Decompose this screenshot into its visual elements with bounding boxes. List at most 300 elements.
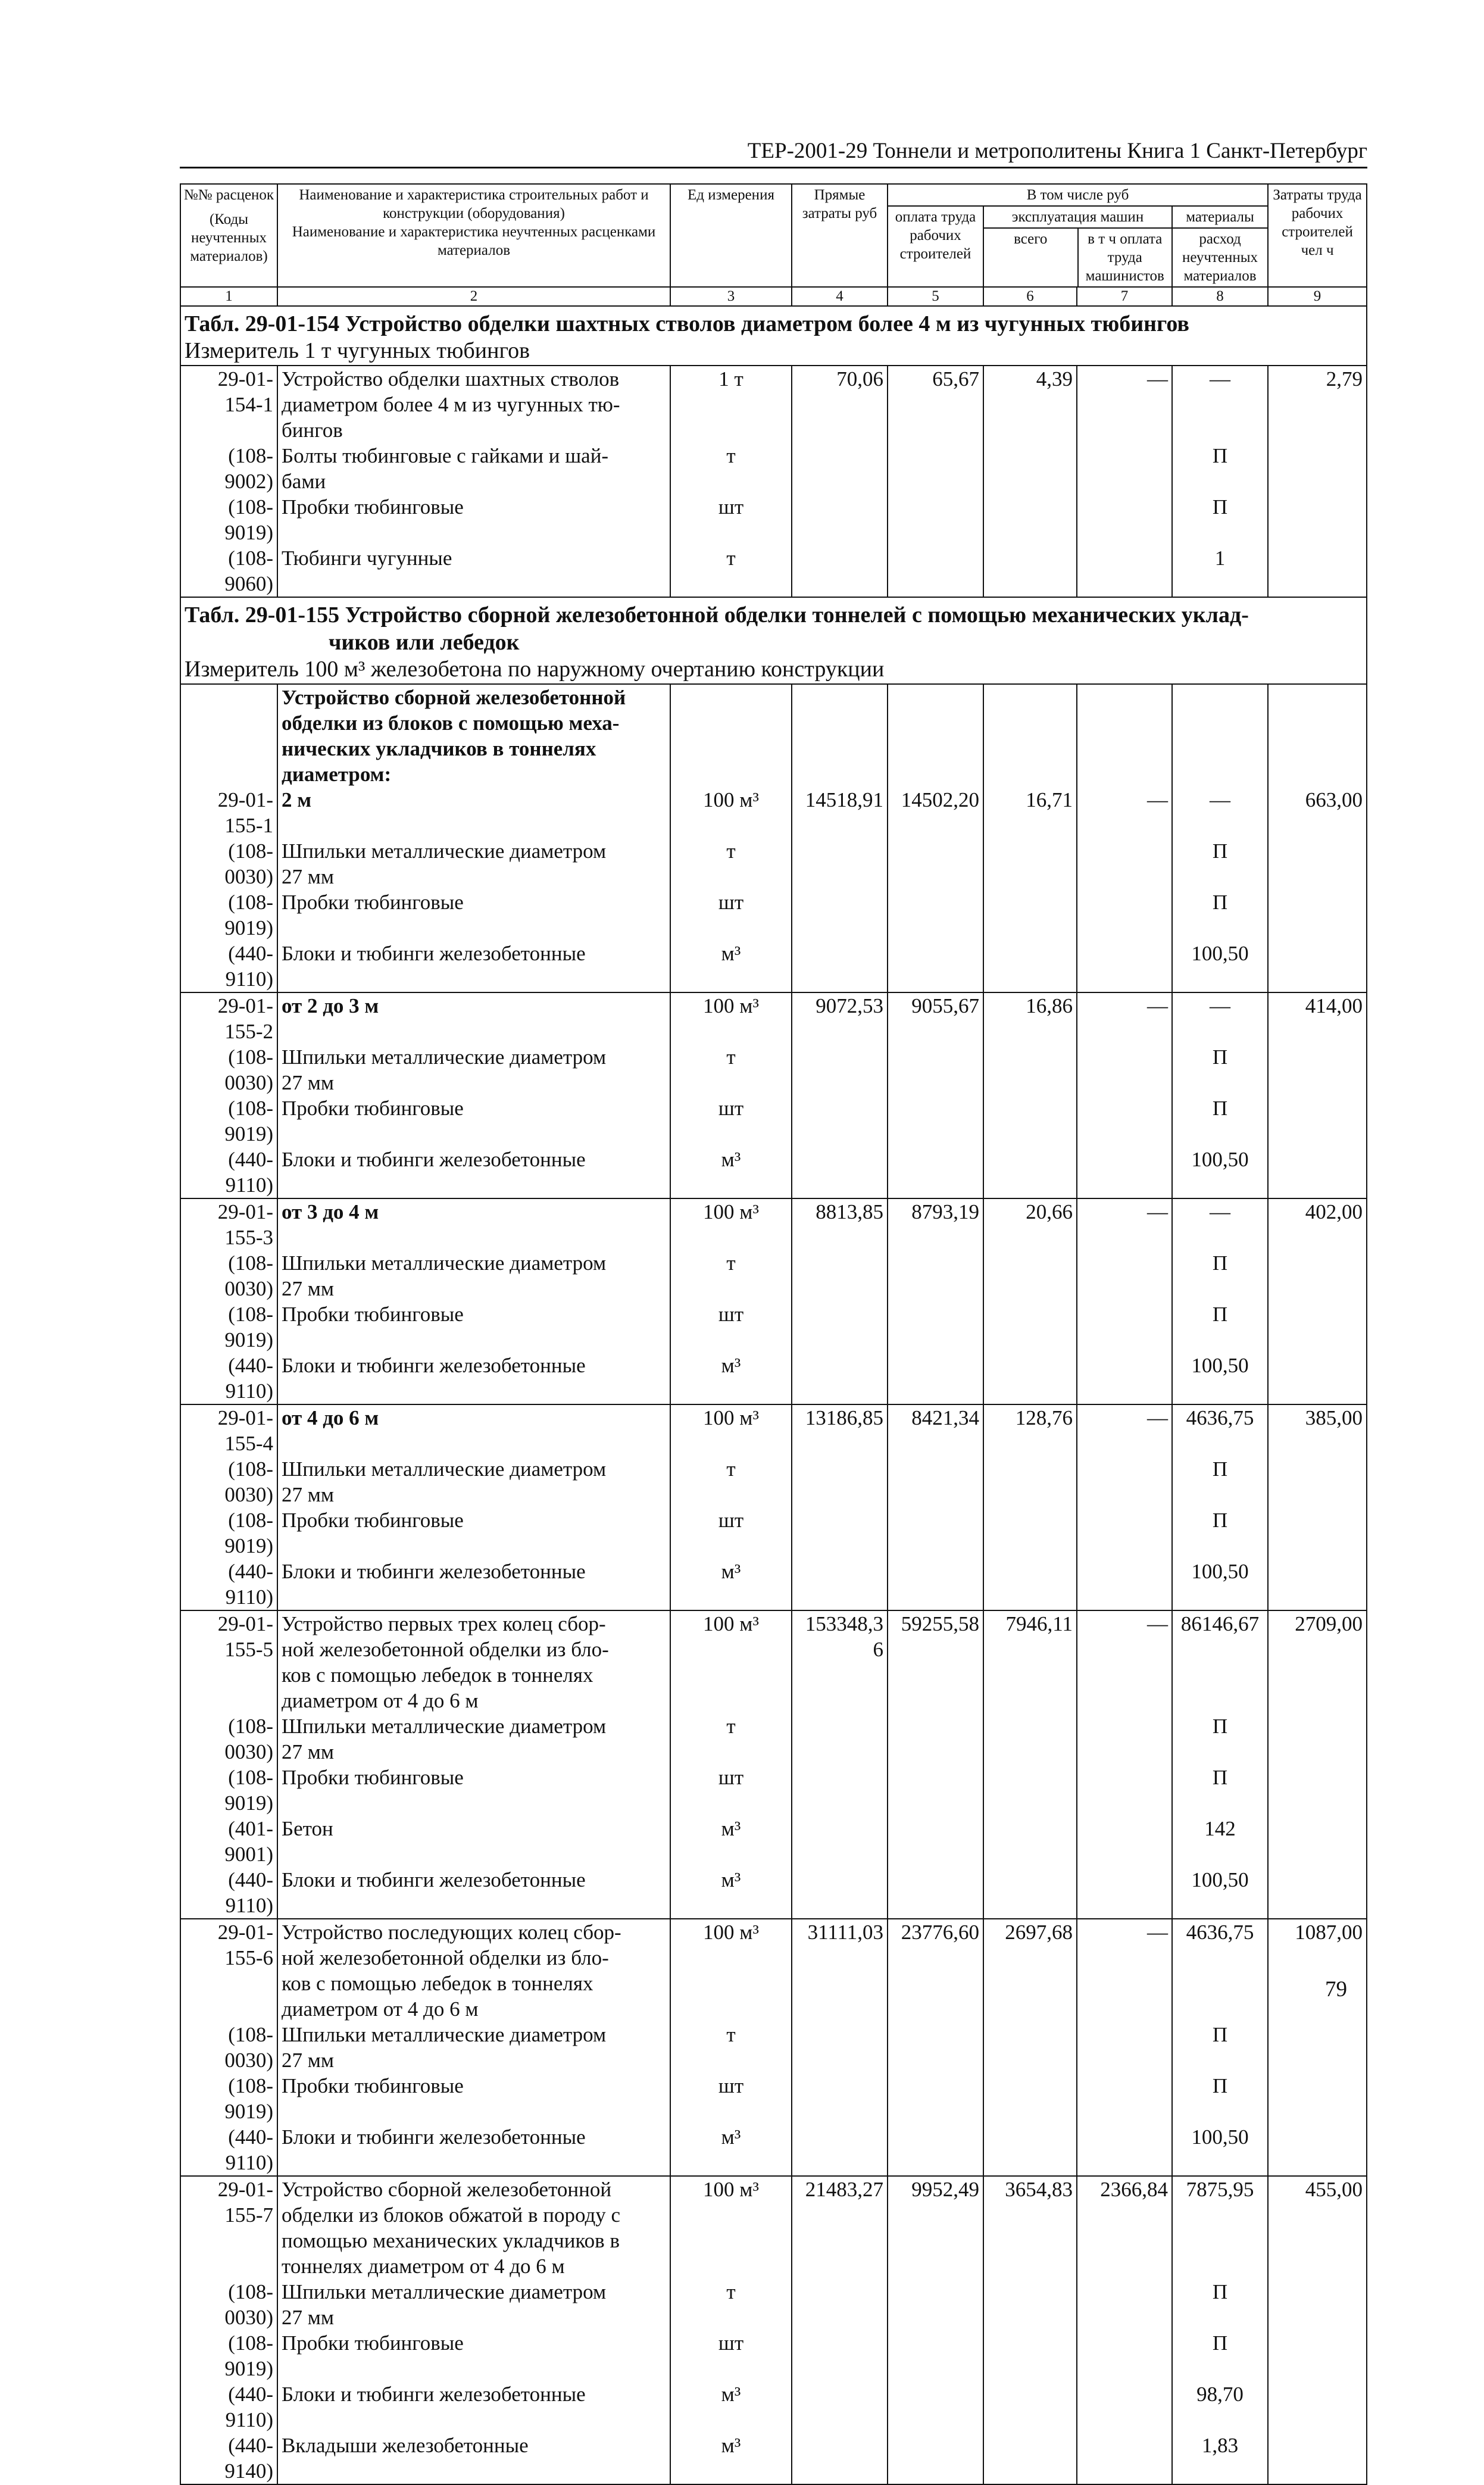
rate-code-cell: (401-9001) xyxy=(180,1816,277,1867)
section-154-title: Табл. 29-01-154 Устройство обделки шахтных стволов диаметром более 4 м из чугунных тюбингов xyxy=(185,311,1189,336)
material-row xyxy=(180,1456,1367,1507)
worker-pay-cell xyxy=(888,1559,983,1610)
worker-pay-cell: 8793,19 xyxy=(888,1198,983,1250)
machinist-pay-cell xyxy=(1077,1353,1172,1404)
rate-code-cell: (108-0030) xyxy=(180,1713,277,1765)
machine-total-cell xyxy=(983,494,1077,545)
materials-cell: 7875,95 xyxy=(1172,2176,1268,2279)
item-name-line: бами xyxy=(282,470,326,493)
machinist-pay-cell xyxy=(1077,941,1172,992)
worker-pay-cell xyxy=(888,2330,983,2381)
rate-code-cell: (440-9110) xyxy=(180,941,277,992)
materials-cell: П xyxy=(1172,494,1268,545)
column-number: 7 xyxy=(1077,287,1172,306)
labor-hours-cell xyxy=(1268,1353,1367,1404)
item-name-cell xyxy=(277,1713,670,1765)
unit-cell: м³ xyxy=(670,2381,792,2433)
worker-pay-cell xyxy=(888,1507,983,1559)
header-labor: Затраты труда рабочих строителей чел ч xyxy=(1268,184,1367,287)
machine-total-cell xyxy=(983,2124,1077,2176)
materials-cell: П xyxy=(1172,2022,1268,2073)
rate-code-cell: (440-9110) xyxy=(180,1353,277,1404)
item-name-cell xyxy=(277,1507,670,1559)
item-name-cell xyxy=(277,1610,670,1713)
item-name-line: Блоки и тюбинги железобетонные xyxy=(282,942,586,965)
item-name-line: диаметром от 4 до 6 м xyxy=(282,1997,479,2021)
direct-costs-cell xyxy=(792,2022,888,2073)
item-name-line: Шпильки металлические диаметром xyxy=(282,1045,607,1069)
machinist-pay-cell xyxy=(1077,2022,1172,2073)
worker-pay-cell xyxy=(888,1147,983,1198)
rates-table xyxy=(180,183,1367,2485)
item-name-cell xyxy=(277,1147,670,1198)
material-row xyxy=(180,1867,1367,1919)
machine-total-cell: 2697,68 xyxy=(983,1919,1077,2022)
materials-cell: — xyxy=(1172,787,1268,838)
machine-total-cell xyxy=(983,1713,1077,1765)
item-name-cell xyxy=(277,1198,670,1250)
item-name-line: тоннелях диаметром от 4 до 6 м xyxy=(282,2255,565,2278)
column-number: 5 xyxy=(888,287,983,306)
materials-cell: 100,50 xyxy=(1172,941,1268,992)
worker-pay-cell xyxy=(888,494,983,545)
direct-costs-cell: 153348,3 6 xyxy=(792,1610,888,1713)
direct-costs-cell xyxy=(792,1816,888,1867)
table-header-row-1 xyxy=(180,184,1367,206)
rate-code-cell: (440-9110) xyxy=(180,1147,277,1198)
unit-cell: 100 м³ xyxy=(670,787,792,838)
labor-hours-cell xyxy=(1268,941,1367,992)
labor-hours-cell xyxy=(1268,1867,1367,1919)
machine-total-cell: 16,71 xyxy=(983,787,1077,838)
item-name-line: Блоки и тюбинги железобетонные xyxy=(282,1560,586,1583)
worker-pay-cell xyxy=(888,684,983,787)
machine-total-cell xyxy=(983,2381,1077,2433)
item-name-cell xyxy=(277,1353,670,1404)
machinist-pay-cell xyxy=(1077,494,1172,545)
labor-hours-cell xyxy=(1268,1816,1367,1867)
labor-hours-cell xyxy=(1268,1765,1367,1816)
item-name-cell xyxy=(277,1559,670,1610)
item-name-cell xyxy=(277,366,670,443)
item-name-line: Пробки тюбинговые xyxy=(282,1509,464,1532)
item-name-cell xyxy=(277,1456,670,1507)
item-name-cell xyxy=(277,2176,670,2279)
item-name-line: Шпильки металлические диаметром xyxy=(282,2280,607,2303)
materials-cell: 4636,75 xyxy=(1172,1404,1268,1456)
material-row xyxy=(180,1095,1367,1147)
item-name-line: Блоки и тюбинги железобетонные xyxy=(282,2125,586,2149)
material-row xyxy=(180,1713,1367,1765)
labor-hours-cell: 663,00 xyxy=(1268,787,1367,838)
column-number: 4 xyxy=(792,287,888,306)
worker-pay-cell xyxy=(888,1301,983,1353)
materials-cell: П xyxy=(1172,1044,1268,1095)
labor-hours-cell xyxy=(1268,1301,1367,1353)
item-name-line: от 2 до 3 м xyxy=(282,994,379,1017)
header-direct-costs: Прямые затраты руб xyxy=(792,184,888,287)
item-name-cell xyxy=(277,545,670,597)
item-name-line: Шпильки металлические диаметром xyxy=(282,1715,607,1738)
machinist-pay-cell xyxy=(1077,545,1172,597)
materials-cell: П xyxy=(1172,889,1268,941)
rate-code-cell: (108-0030) xyxy=(180,1456,277,1507)
rate-code-cell: (108-0030) xyxy=(180,838,277,889)
rate-row xyxy=(180,992,1367,1044)
rate-code-cell: (108-9019) xyxy=(180,889,277,941)
machine-total-cell xyxy=(983,1456,1077,1507)
direct-costs-cell: 8813,85 xyxy=(792,1198,888,1250)
unit-cell: 100 м³ xyxy=(670,1610,792,1713)
direct-costs-cell xyxy=(792,889,888,941)
item-name-line: от 4 до 6 м xyxy=(282,1406,379,1429)
unit-cell: шт xyxy=(670,1765,792,1816)
direct-costs-cell xyxy=(792,1044,888,1095)
materials-cell: П xyxy=(1172,2279,1268,2330)
labor-hours-cell xyxy=(1268,1507,1367,1559)
machine-total-cell xyxy=(983,1867,1077,1919)
item-name-cell xyxy=(277,787,670,838)
materials-cell: 142 xyxy=(1172,1816,1268,1867)
item-name-cell xyxy=(277,443,670,494)
direct-costs-cell xyxy=(792,1713,888,1765)
rate-code-cell: (108-9060) xyxy=(180,545,277,597)
unit-cell: м³ xyxy=(670,1816,792,1867)
direct-costs-cell: 14518,91 xyxy=(792,787,888,838)
rate-code-cell: (108-9019) xyxy=(180,1301,277,1353)
item-name-line: 2 м xyxy=(282,788,312,811)
machine-total-cell xyxy=(983,1147,1077,1198)
materials-cell: 100,50 xyxy=(1172,1559,1268,1610)
unit-cell: 100 м³ xyxy=(670,1919,792,2022)
direct-costs-cell xyxy=(792,545,888,597)
rate-row xyxy=(180,1919,1367,2022)
machinist-pay-cell xyxy=(1077,443,1172,494)
machine-total-cell xyxy=(983,2330,1077,2381)
direct-costs-cell: 70,06 xyxy=(792,366,888,443)
labor-hours-cell xyxy=(1268,2433,1367,2484)
materials-cell: — xyxy=(1172,992,1268,1044)
item-name-cell xyxy=(277,2073,670,2124)
direct-costs-cell xyxy=(792,1095,888,1147)
machinist-pay-cell: — xyxy=(1077,1404,1172,1456)
direct-costs-cell: 31111,03 xyxy=(792,1919,888,2022)
material-row xyxy=(180,1301,1367,1353)
column-number: 6 xyxy=(983,287,1077,306)
labor-hours-cell xyxy=(1268,2330,1367,2381)
header-machinist-pay: в т ч оплата труда машинистов xyxy=(1085,231,1164,284)
machine-total-cell xyxy=(983,941,1077,992)
rate-code-cell: 29-01-155-7 xyxy=(180,2176,277,2279)
machine-total-cell xyxy=(983,545,1077,597)
worker-pay-cell: 65,67 xyxy=(888,366,983,443)
running-header: ТЕР-2001-29 Тоннели и метрополитены Книга 1 Санкт-Петербург xyxy=(747,139,1367,163)
machine-total-cell: 16,86 xyxy=(983,992,1077,1044)
worker-pay-cell xyxy=(888,545,983,597)
direct-costs-cell xyxy=(792,2279,888,2330)
unit-cell: т xyxy=(670,1250,792,1301)
item-name-line: Пробки тюбинговые xyxy=(282,891,464,914)
machinist-pay-cell xyxy=(1077,684,1172,787)
header-work-name-label: Наименование и характеристика строительных работ и конструкции (оборудования) xyxy=(299,187,649,221)
item-name-cell xyxy=(277,2381,670,2433)
machine-total-cell xyxy=(983,1507,1077,1559)
item-name-line: Пробки тюбинговые xyxy=(282,1766,464,1789)
machinist-pay-cell xyxy=(1077,1816,1172,1867)
rate-code-cell: (108-0030) xyxy=(180,2022,277,2073)
header-materials xyxy=(1172,206,1268,287)
direct-costs-cell xyxy=(792,2381,888,2433)
section-154-header xyxy=(180,306,1367,366)
direct-costs-cell xyxy=(792,2073,888,2124)
item-name-line: 27 мм xyxy=(282,1740,335,1763)
column-number: 1 xyxy=(180,287,277,306)
column-number: 3 xyxy=(670,287,792,306)
worker-pay-cell: 14502,20 xyxy=(888,787,983,838)
materials-cell: П xyxy=(1172,1301,1268,1353)
item-name-line: Пробки тюбинговые xyxy=(282,2331,464,2355)
direct-costs-cell xyxy=(792,1147,888,1198)
direct-costs-cell xyxy=(792,1353,888,1404)
material-row xyxy=(180,1044,1367,1095)
unit-cell: м³ xyxy=(670,1559,792,1610)
item-name-line: Устройство первых трех колец сбор- xyxy=(282,1612,606,1635)
item-name-line: диаметром более 4 м из чугунных тю- xyxy=(282,393,620,416)
labor-hours-cell: 455,00 xyxy=(1268,2176,1367,2279)
machine-total-cell: 3654,83 xyxy=(983,2176,1077,2279)
unit-cell: м³ xyxy=(670,1353,792,1404)
rate-code-cell: (108-0030) xyxy=(180,1044,277,1095)
rate-row xyxy=(180,1404,1367,1456)
direct-costs-cell: 13186,85 xyxy=(792,1404,888,1456)
rate-code-cell: (440-9110) xyxy=(180,1559,277,1610)
worker-pay-cell: 59255,58 xyxy=(888,1610,983,1713)
worker-pay-cell: 9952,49 xyxy=(888,2176,983,2279)
direct-costs-cell: 9072,53 xyxy=(792,992,888,1044)
machine-total-cell xyxy=(983,2022,1077,2073)
machinist-pay-cell xyxy=(1077,1867,1172,1919)
material-row xyxy=(180,1816,1367,1867)
machinist-pay-cell xyxy=(1077,1044,1172,1095)
worker-pay-cell xyxy=(888,1816,983,1867)
header-including: В том числе руб xyxy=(888,184,1268,206)
unit-cell: т xyxy=(670,1713,792,1765)
section-155-title xyxy=(185,601,1363,656)
item-name-line: 27 мм xyxy=(282,1277,335,1300)
item-name-line: ков с помощью лебедок в тоннелях xyxy=(282,1663,593,1687)
column-number: 9 xyxy=(1268,287,1367,306)
item-name-line: Блоки и тюбинги железобетонные xyxy=(282,1868,586,1891)
header-machine-operation-label: эксплуатация машин xyxy=(984,207,1171,229)
material-row xyxy=(180,1250,1367,1301)
machinist-pay-cell xyxy=(1077,2433,1172,2484)
direct-costs-cell xyxy=(792,838,888,889)
column-numbers-row xyxy=(180,287,1367,306)
header-worker-pay: оплата труда рабочих строителей xyxy=(888,206,983,287)
machinist-pay-cell xyxy=(1077,2330,1172,2381)
material-row xyxy=(180,2381,1367,2433)
header-unaccounted-materials: расход неучтенных материалов xyxy=(1182,231,1258,284)
worker-pay-cell xyxy=(888,2381,983,2433)
material-row xyxy=(180,2433,1367,2484)
machinist-pay-cell xyxy=(1077,889,1172,941)
materials-cell: П xyxy=(1172,443,1268,494)
item-name-line: Пробки тюбинговые xyxy=(282,2074,464,2097)
direct-costs-cell xyxy=(792,1301,888,1353)
item-name-line: обделки из блоков с помощью меха- xyxy=(282,711,620,735)
item-name-cell xyxy=(277,941,670,992)
item-name-line: ков с помощью лебедок в тоннелях xyxy=(282,1972,593,1995)
rate-code-cell: (108-9019) xyxy=(180,2330,277,2381)
section-155-title-line-1: Табл. 29-01-155 Устройство сборной железобетонной обделки тоннелей с помощью механических уклад- xyxy=(185,602,1249,628)
materials-cell: 100,50 xyxy=(1172,1867,1268,1919)
rate-code-cell: (108-9019) xyxy=(180,1507,277,1559)
worker-pay-cell xyxy=(888,1044,983,1095)
worker-pay-cell xyxy=(888,1713,983,1765)
unit-cell: м³ xyxy=(670,2433,792,2484)
item-name-line: Бетон xyxy=(282,1817,333,1840)
labor-hours-cell xyxy=(1268,2381,1367,2433)
direct-costs-cell xyxy=(792,684,888,787)
item-name-line: Устройство сборной железобетонной xyxy=(282,2178,612,2201)
unit-cell: шт xyxy=(670,1301,792,1353)
header-unit: Ед измерения xyxy=(670,184,792,287)
machine-total-cell xyxy=(983,2433,1077,2484)
unit-cell: м³ xyxy=(670,941,792,992)
machine-total-cell xyxy=(983,1353,1077,1404)
item-name-cell xyxy=(277,684,670,787)
machinist-pay-cell xyxy=(1077,2124,1172,2176)
labor-hours-cell xyxy=(1268,838,1367,889)
section-154-cell xyxy=(180,306,1367,366)
rate-code-cell: (108-9019) xyxy=(180,2073,277,2124)
header-materials-label: материалы xyxy=(1173,207,1267,229)
direct-costs-cell xyxy=(792,2433,888,2484)
machine-total-cell xyxy=(983,1301,1077,1353)
materials-cell: 1 xyxy=(1172,545,1268,597)
direct-costs-cell xyxy=(792,494,888,545)
machinist-pay-cell: 2366,84 xyxy=(1077,2176,1172,2279)
item-name-cell xyxy=(277,2124,670,2176)
machine-total-cell xyxy=(983,2279,1077,2330)
machinist-pay-cell xyxy=(1077,1713,1172,1765)
worker-pay-cell xyxy=(888,1353,983,1404)
materials-cell: — xyxy=(1172,366,1268,443)
item-name-cell xyxy=(277,1404,670,1456)
material-row xyxy=(180,545,1367,597)
direct-costs-cell xyxy=(792,941,888,992)
direct-costs-cell xyxy=(792,1456,888,1507)
item-name-line: Шпильки металлические диаметром xyxy=(282,2023,607,2046)
worker-pay-cell xyxy=(888,2433,983,2484)
material-row xyxy=(180,1353,1367,1404)
machinist-pay-cell xyxy=(1077,1301,1172,1353)
section-155-measure: Измеритель 100 м³ железобетона по наружному очертанию конструкции xyxy=(185,657,885,682)
rate-row xyxy=(180,1198,1367,1250)
unit-cell: т xyxy=(670,2022,792,2073)
material-row xyxy=(180,2279,1367,2330)
item-name-line: Устройство сборной железобетонной xyxy=(282,686,626,709)
header-material-name-label: Наименование и характеристика неучтенных расценками материалов xyxy=(292,224,656,258)
item-name-line: Устройство обделки шахтных стволов xyxy=(282,367,620,391)
rate-code-cell: (108-0030) xyxy=(180,1250,277,1301)
rate-code-cell: 29-01-155-4 xyxy=(180,1404,277,1456)
rate-row xyxy=(180,366,1367,443)
machinist-pay-cell: — xyxy=(1077,787,1172,838)
unit-cell: 100 м³ xyxy=(670,2176,792,2279)
materials-cell: П xyxy=(1172,2073,1268,2124)
unit-cell: 100 м³ xyxy=(670,1404,792,1456)
item-name-cell xyxy=(277,2433,670,2484)
item-name-line: нических укладчиков в тоннелях xyxy=(282,737,596,760)
item-name-line: 27 мм xyxy=(282,1071,335,1094)
header-machine-operation xyxy=(983,206,1172,287)
header-rule xyxy=(180,167,1367,168)
unit-cell: шт xyxy=(670,494,792,545)
rate-code-cell: 29-01-155-2 xyxy=(180,992,277,1044)
machine-total-cell xyxy=(983,1095,1077,1147)
item-name-line: Вкладыши железобетонные xyxy=(282,2434,529,2457)
unit-cell: шт xyxy=(670,889,792,941)
unit-cell: шт xyxy=(670,2073,792,2124)
labor-hours-cell xyxy=(1268,889,1367,941)
section-154-measure: Измеритель 1 т чугунных тюбингов xyxy=(185,338,530,363)
item-name-cell xyxy=(277,1919,670,2022)
rate-row xyxy=(180,2176,1367,2279)
material-row xyxy=(180,2124,1367,2176)
labor-hours-cell xyxy=(1268,1456,1367,1507)
materials-cell: 1,83 xyxy=(1172,2433,1268,2484)
rate-row xyxy=(180,1610,1367,1713)
unit-cell: т xyxy=(670,838,792,889)
item-name-line: ной железобетонной обделки из бло- xyxy=(282,1638,609,1661)
rate-code-cell: 29-01-155-5 xyxy=(180,1610,277,1713)
item-name-line: обделки из блоков обжатой в породу с xyxy=(282,2203,621,2227)
unit-cell: т xyxy=(670,1456,792,1507)
labor-hours-cell xyxy=(1268,1713,1367,1765)
labor-hours-cell xyxy=(1268,684,1367,787)
worker-pay-cell xyxy=(888,2022,983,2073)
rate-row xyxy=(180,684,1367,787)
machinist-pay-cell: — xyxy=(1077,1198,1172,1250)
unit-cell: т xyxy=(670,545,792,597)
machine-total-cell xyxy=(983,1559,1077,1610)
labor-hours-cell xyxy=(1268,2279,1367,2330)
machine-total-cell xyxy=(983,889,1077,941)
machine-total-cell: 7946,11 xyxy=(983,1610,1077,1713)
labor-hours-cell: 414,00 xyxy=(1268,992,1367,1044)
machinist-pay-cell xyxy=(1077,2279,1172,2330)
unit-cell xyxy=(670,684,792,787)
rate-code-cell: (108-9019) xyxy=(180,494,277,545)
column-number: 2 xyxy=(277,287,670,306)
item-name-line: Шпильки металлические диаметром xyxy=(282,839,607,863)
section-155-cell xyxy=(180,597,1367,684)
machine-total-cell: 4,39 xyxy=(983,366,1077,443)
labor-hours-cell: 385,00 xyxy=(1268,1404,1367,1456)
header-machine-total: всего xyxy=(984,229,1079,286)
unit-cell: м³ xyxy=(670,2124,792,2176)
machine-total-cell: 128,76 xyxy=(983,1404,1077,1456)
materials-cell: П xyxy=(1172,1095,1268,1147)
worker-pay-cell: 9055,67 xyxy=(888,992,983,1044)
labor-hours-cell xyxy=(1268,1250,1367,1301)
rate-code-cell: (108-9019) xyxy=(180,1765,277,1816)
material-row xyxy=(180,2330,1367,2381)
unit-cell: шт xyxy=(670,1095,792,1147)
machine-total-cell xyxy=(983,838,1077,889)
labor-hours-cell xyxy=(1268,1147,1367,1198)
